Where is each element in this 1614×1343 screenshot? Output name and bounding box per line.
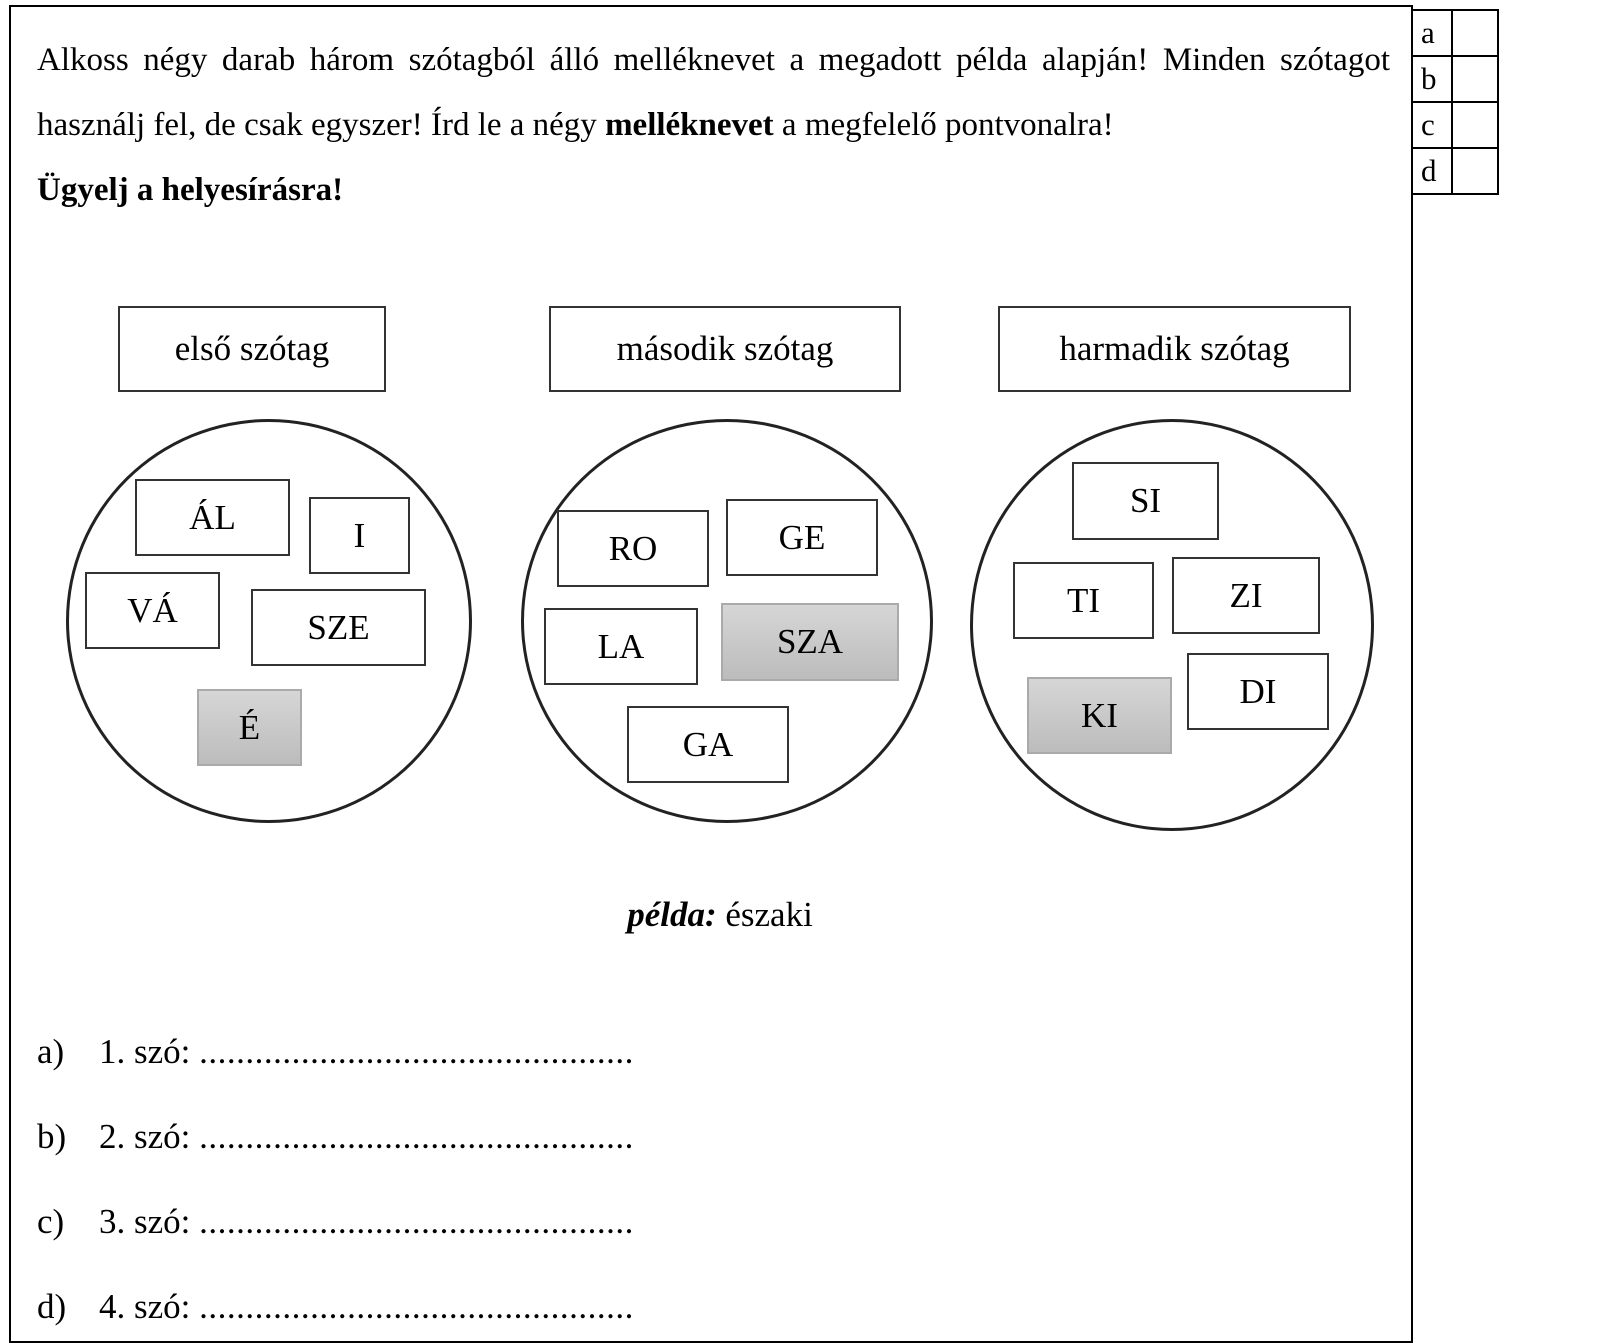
answer-label: 1. szó: — [99, 1032, 191, 1071]
score-label: c — [1412, 102, 1452, 148]
answer-field[interactable]: ............................................... — [199, 1117, 634, 1156]
example-line — [0, 895, 1440, 935]
score-row — [1412, 56, 1498, 102]
score-row — [1412, 148, 1498, 194]
score-box[interactable] — [1452, 102, 1498, 148]
answer-line-d — [37, 1287, 634, 1327]
header-second-syllable: második szótag — [549, 306, 901, 392]
header-first-syllable: első szótag — [118, 306, 386, 392]
syllable-tile: ZI — [1172, 557, 1320, 634]
score-label: b — [1412, 56, 1452, 102]
answer-field[interactable]: ............................................... — [199, 1032, 634, 1071]
answer-field[interactable]: ............................................... — [199, 1287, 634, 1326]
syllable-tile: LA — [544, 608, 698, 685]
answer-letter: d) — [37, 1287, 67, 1326]
syllable-tile: GE — [726, 499, 878, 576]
instructions-text: Alkoss négy darab három szótagból álló melléknevet a megadott példa alapján! Minden szótagot használj fel, de csak egyszer! Írd le a négy — [37, 42, 1390, 143]
syllable-tile: RO — [557, 510, 709, 587]
syllable-tile: I — [309, 497, 410, 574]
score-row — [1412, 102, 1498, 148]
syllable-tile-highlighted: SZA — [721, 603, 899, 681]
score-row — [1412, 10, 1498, 56]
syllable-tile-highlighted: KI — [1027, 677, 1172, 754]
answer-line-a — [37, 1032, 634, 1072]
instructions-warning: Ügyelj a helyesírásra! — [37, 172, 344, 208]
score-label: d — [1412, 148, 1452, 194]
score-box[interactable] — [1452, 56, 1498, 102]
header-third-syllable: harmadik szótag — [998, 306, 1351, 392]
score-box[interactable] — [1452, 10, 1498, 56]
answer-letter: c) — [37, 1202, 65, 1241]
syllable-tile: SI — [1072, 462, 1219, 540]
syllable-tile: SZE — [251, 589, 426, 666]
syllable-tile: DI — [1187, 653, 1329, 730]
score-label: a — [1412, 10, 1452, 56]
example-word: északi — [716, 895, 813, 934]
answer-label: 3. szó: — [99, 1202, 191, 1241]
answer-label: 4. szó: — [99, 1287, 191, 1326]
instructions-text-after: a megfelelő pontvonalra! — [773, 107, 1114, 143]
example-label: példa: — [627, 895, 717, 934]
answer-label: 2. szó: — [99, 1117, 191, 1156]
syllable-tile: GA — [627, 706, 789, 783]
score-table — [1411, 9, 1499, 195]
answer-letter: a) — [37, 1032, 65, 1071]
answer-field[interactable]: ............................................... — [199, 1202, 634, 1241]
syllable-tile-highlighted: É — [197, 689, 302, 766]
syllable-tile: TI — [1013, 562, 1154, 639]
instructions-bold-word: melléknevet — [605, 107, 774, 143]
answer-line-b — [37, 1117, 634, 1157]
syllable-tile: ÁL — [135, 479, 290, 556]
syllable-tile: VÁ — [85, 572, 220, 649]
answer-letter: b) — [37, 1117, 67, 1156]
task-instructions — [37, 28, 1390, 223]
answer-line-c — [37, 1202, 634, 1242]
score-box[interactable] — [1452, 148, 1498, 194]
